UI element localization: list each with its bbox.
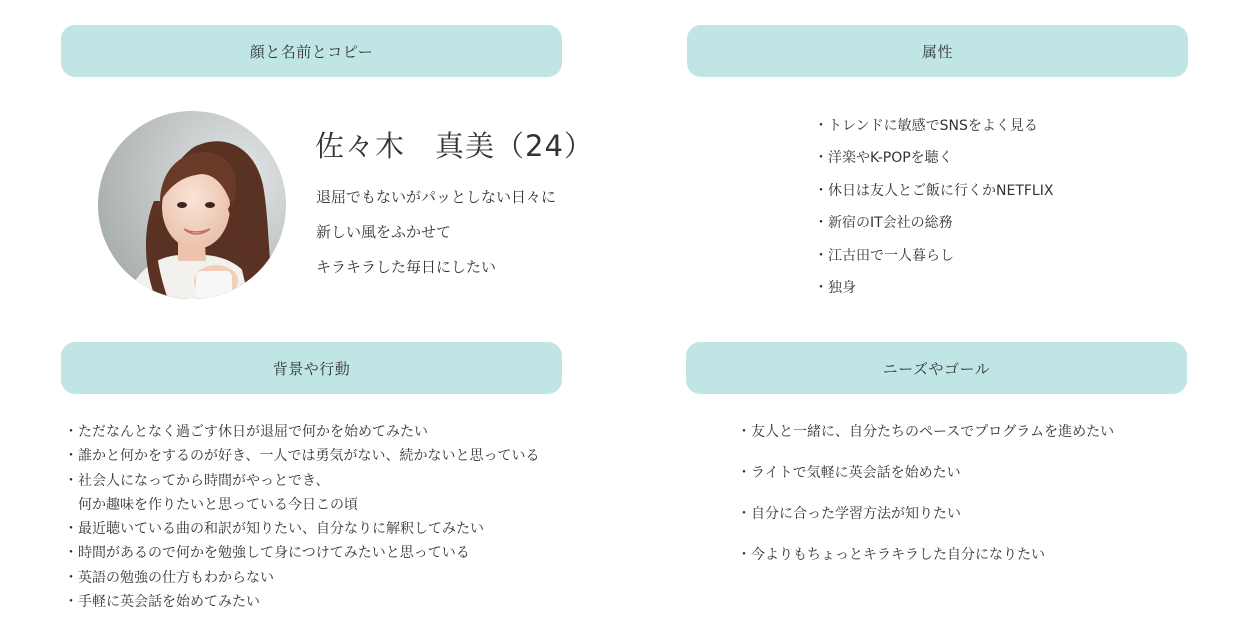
persona-copy	[316, 183, 556, 288]
attributes-list	[814, 112, 1053, 306]
header-attributes	[687, 25, 1188, 77]
list-item: ・ 手軽に英会話を始めてみたい	[64, 590, 539, 614]
avatar	[98, 111, 286, 299]
list-item: ・ 英語の勉強の仕方もわからない	[64, 566, 539, 590]
list-item: ・ 誰かと何かをするのが好き、一人では勇気がない、続かないと思っている	[64, 444, 539, 468]
list-item-continuation: 何か趣味を作りたいと思っている今日この頃	[78, 496, 358, 513]
list-item: ・ トレンドに敏感でSNSをよく見る	[814, 112, 1053, 144]
header-background-behavior	[61, 342, 562, 394]
list-item: ・ 最近聴いている曲の和訳が知りたい、自分なりに解釈してみたい	[64, 517, 539, 541]
copy-line: 新しい風をふかせて	[316, 223, 452, 241]
list-item: ・ 新宿のIT会社の総務	[814, 209, 1053, 241]
list-item: ・ ライトで気軽に英会話を始めたい	[737, 461, 1114, 502]
copy-line: 退屈でもないがパッとしない日々に	[316, 188, 557, 206]
list-item: ・ 今よりもちょっとキラキラした自分になりたい	[737, 543, 1114, 584]
header-needs-goals	[686, 342, 1187, 394]
list-item: ・ 社会人になってから時間がやっとでき、	[64, 469, 539, 493]
header-face-name-copy	[61, 25, 562, 77]
list-item: ・ 独身	[814, 274, 1053, 306]
needs-list	[737, 420, 1114, 584]
copy-line: キラキラした毎日にしたい	[316, 258, 497, 276]
avatar-portrait	[98, 111, 286, 299]
list-item: ・ 休日は友人とご飯に行くかNETFLIX	[814, 177, 1053, 209]
background-list	[64, 420, 539, 614]
header-attributes-label: 属性	[921, 42, 953, 61]
list-item: ・ 洋楽やK-POPを聴く	[814, 144, 1053, 176]
list-item: ・ 江古田で一人暮らし	[814, 242, 1053, 274]
list-item: ・ 時間があるので何かを勉強して身につけてみたいと思っている	[64, 541, 539, 565]
header-needs-label: ニーズやゴール	[882, 359, 991, 378]
list-item: ・ 自分に合った学習方法が知りたい	[737, 502, 1114, 543]
persona-name: 佐々木 真美（24）	[315, 129, 594, 163]
header-face-label: 顔と名前とコピー	[249, 42, 374, 61]
header-background-label: 背景や行動	[272, 359, 351, 378]
list-item: ・ 友人と一緒に、自分たちのペースでプログラムを進めたい	[737, 420, 1114, 461]
list-item: ・ ただなんとなく過ごす休日が退屈で何かを始めてみたい	[64, 420, 539, 444]
